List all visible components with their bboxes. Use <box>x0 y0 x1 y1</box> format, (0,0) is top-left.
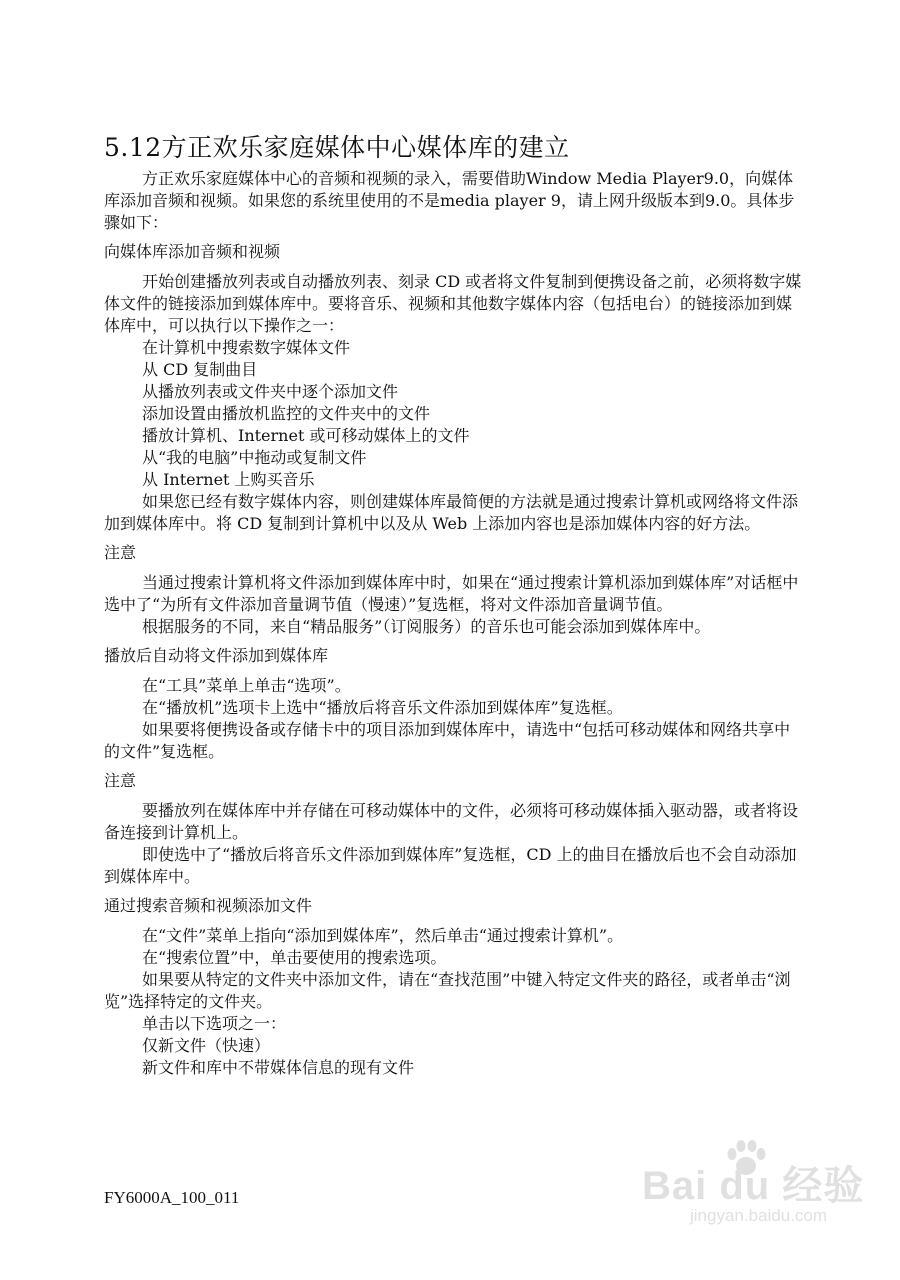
document-code-footer: FY6000A_100_011 <box>104 1188 240 1207</box>
list-item: 从播放列表或文件夹中逐个添加文件 <box>142 382 399 401</box>
list-item: 仅新文件（快速） <box>142 1036 271 1055</box>
list-item: 单击以下选项之一： <box>142 1014 287 1033</box>
baidu-jingyan-watermark <box>642 1140 882 1250</box>
note2-paragraph-2: 即使选中了“播放后将音乐文件添加到媒体库”复选框，CD 上的曲目在播放后也不会自动添加到媒体库中。 <box>104 845 797 886</box>
note2-paragraph-1: 要播放列在媒体库中并存储在可移动媒体中的文件，必须将可移动媒体插入驱动器，或者将设备连接到计算机上。 <box>104 801 799 842</box>
list-item: 在计算机中搜索数字媒体文件 <box>142 338 351 357</box>
watermark-url: jingyan.baidu.com <box>690 1206 828 1225</box>
section-heading-search: 通过搜索音频和视频添加文件 <box>104 896 313 915</box>
search-paragraph-3: 如果要从特定的文件夹中添加文件，请在“查找范围”中键入特定文件夹的路径，或者单击“浏览”选择特定的文件夹。 <box>104 970 791 1011</box>
note1-paragraph-2: 根据服务的不同，来自“精品服务”（订阅服务）的音乐也可能会添加到媒体库中。 <box>142 617 711 636</box>
auto-paragraph-1: 在“工具”菜单上单击“选项”。 <box>142 676 351 695</box>
search-paragraph-2: 在“搜索位置”中，单击要使用的搜索选项。 <box>142 948 447 967</box>
intro-paragraph: 方正欢乐家庭媒体中心的音频和视频的录入，需要借助Window Media Player9.0，向媒体库添加音频和视频。如果您的系统里使用的不是media player 9，请上网升级版本到9.0。具体步骤如下： <box>104 169 795 232</box>
section-heading-auto: 播放后自动将文件添加到媒体库 <box>104 646 329 665</box>
add-paragraph-1: 开始创建播放列表或自动播放列表、刻录 CD 或者将文件复制到便携设备之前，必须将数字媒体文件的链接添加到媒体库中。要将音乐、视频和其他数字媒体内容（包括电台）的链接添加到媒体库中，可以执行以下操作之一： <box>104 272 802 335</box>
watermark-logo-text: Bai du 经验 <box>642 1164 865 1208</box>
section-heading-note-2: 注意 <box>104 771 137 790</box>
list-item: 从 Internet 上购买音乐 <box>142 470 315 489</box>
auto-paragraph-2: 在“播放机”选项卡上选中“播放后将音乐文件添加到媒体库”复选框。 <box>142 698 623 717</box>
section-heading-note-1: 注意 <box>104 543 137 562</box>
note1-paragraph-1: 当通过搜索计算机将文件添加到媒体库中时，如果在“通过搜索计算机添加到媒体库”对话框中选中了“为所有文件添加音量调节值（慢速）”复选框，将对文件添加音量调节值。 <box>104 573 799 614</box>
document-body <box>104 168 804 1079</box>
page-title: 5.12方正欢乐家庭媒体中心媒体库的建立 <box>104 133 570 162</box>
list-item: 从 CD 复制曲目 <box>142 360 258 379</box>
list-item: 播放计算机、Internet 或可移动媒体上的文件 <box>142 426 470 445</box>
list-item: 新文件和库中不带媒体信息的现有文件 <box>142 1058 415 1077</box>
section-heading-add: 向媒体库添加音频和视频 <box>104 242 281 261</box>
add-paragraph-2: 如果您已经有数字媒体内容，则创建媒体库最简便的方法就是通过搜索计算机或网络将文件添加到媒体库中。将 CD 复制到计算机中以及从 Web 上添加内容也是添加媒体内容的好方法。 <box>104 492 799 533</box>
list-item: 从“我的电脑”中拖动或复制文件 <box>142 448 367 467</box>
list-item: 添加设置由播放机监控的文件夹中的文件 <box>142 404 431 423</box>
auto-paragraph-3: 如果要将便携设备或存储卡中的项目添加到媒体库中，请选中“包括可移动媒体和网络共享中的文件”复选框。 <box>104 720 791 761</box>
search-paragraph-1: 在“文件”菜单上指向“添加到媒体库”，然后单击“通过搜索计算机”。 <box>142 926 624 945</box>
